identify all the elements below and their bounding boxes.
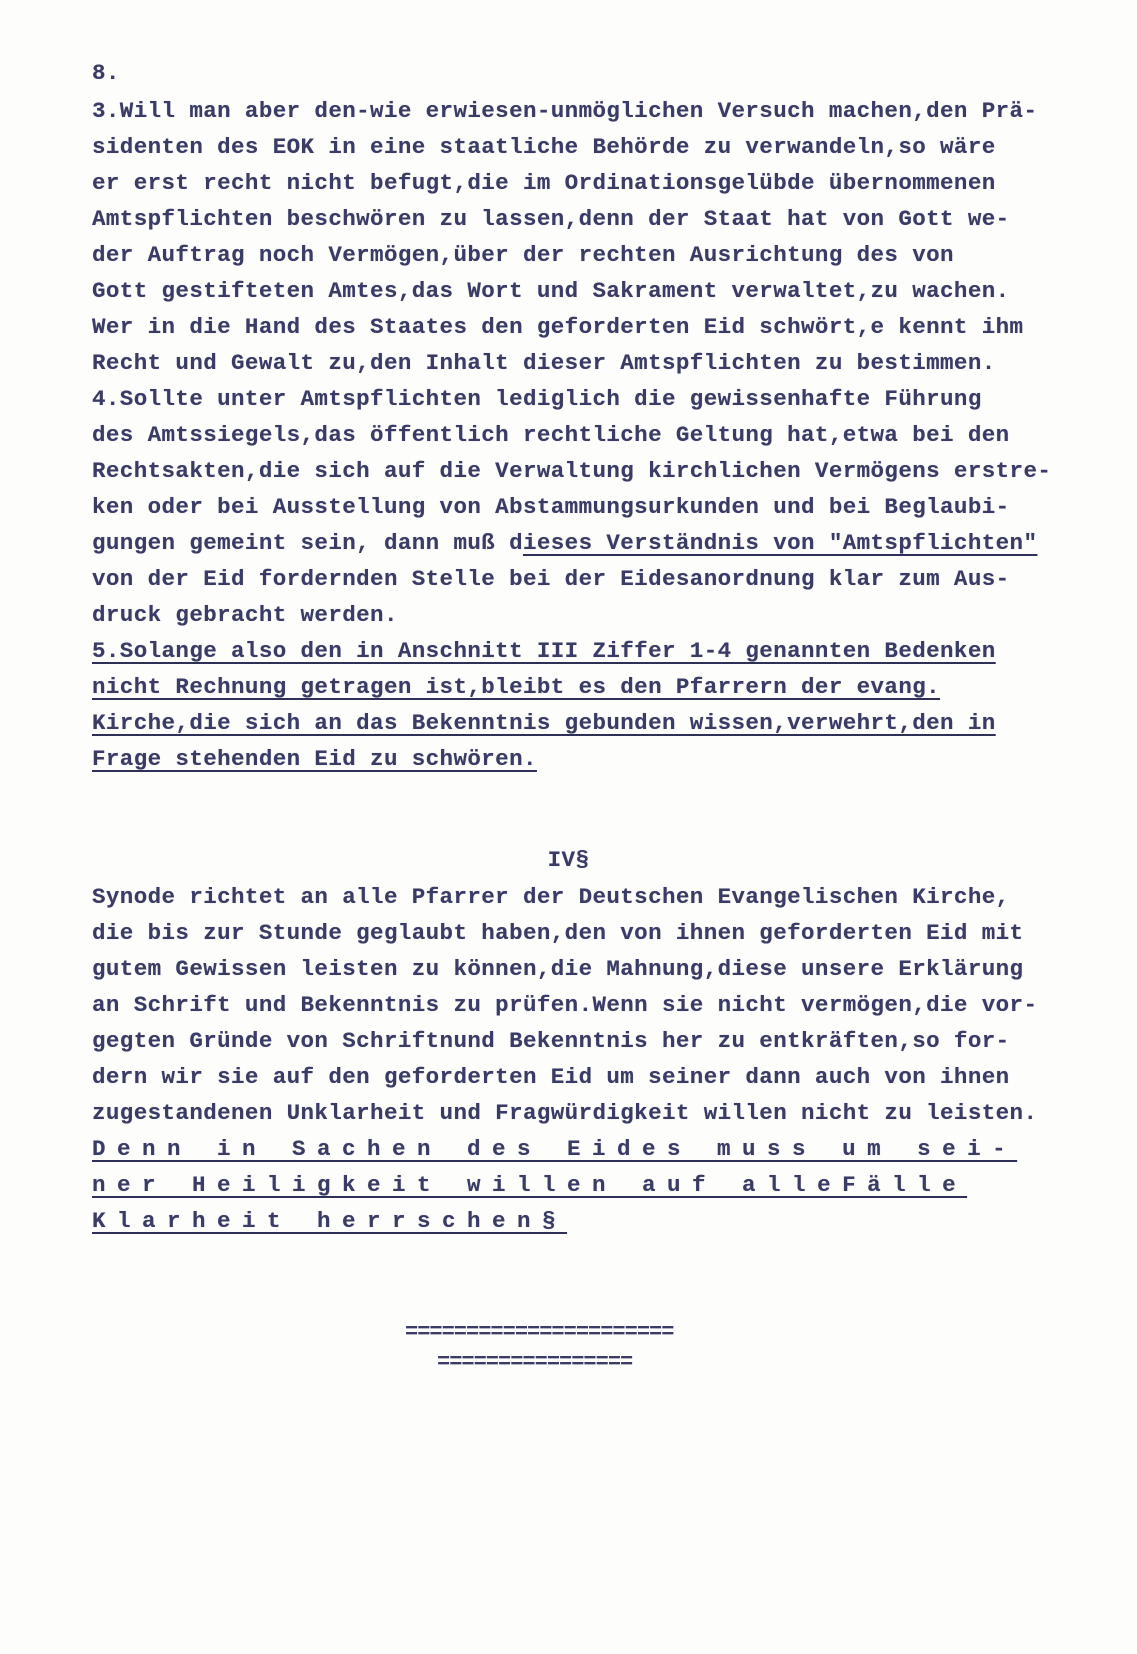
section3-line: Gott gestifteten Amtes,das Wort und Sakrament verwaltet,zu wachen. [92, 278, 1010, 304]
page-number: 8. [92, 60, 120, 86]
section5-line: nicht Rechnung getragen ist,bleibt es den Pfarrern der evang. [92, 674, 941, 700]
closing-line: Denn in Sachen des Eides muss um sei- [92, 1136, 1018, 1162]
section4-line [92, 528, 1037, 558]
section-iv-line: an Schrift und Bekenntnis zu prüfen.Wenn sie nicht vermögen,die vor- [92, 992, 1038, 1018]
section4-line: ken oder bei Ausstellung von Abstammungsurkunden und bei Beglaubi- [92, 494, 1010, 520]
section-iv-line: gutem Gewissen leisten zu können,die Mahnung,diese unsere Erklärung [92, 956, 1024, 982]
section3-line: der Auftrag noch Vermögen,über der rechten Ausrichtung des von [92, 242, 954, 268]
closing-rule-short: ================ [437, 1350, 633, 1375]
section-iv-line: die bis zur Stunde geglaubt haben,den von ihnen geforderten Eid mit [92, 920, 1024, 946]
section3-line: Wer in die Hand des Staates den geforderten Eid schwört,e kennt ihm [92, 314, 1024, 340]
section3-line: Amtspflichten beschwören zu lassen,denn der Staat hat von Gott we- [92, 206, 1010, 232]
closing-line: ner Heiligkeit willen auf alleFälle [92, 1172, 968, 1198]
section4-line: von der Eid fordernden Stelle bei der Eidesanordnung klar zum Aus- [92, 566, 1010, 592]
underlined-phrase: ieses Verständnis von "Amtspflichten" [522, 530, 1038, 556]
section-iv-line: Synode richtet an alle Pfarrer der Deutschen Evangelischen Kirche, [92, 884, 1010, 910]
section-iv-line: zugestandenen Unklarheit und Fragwürdigkeit willen nicht zu leisten. [92, 1100, 1038, 1126]
section4-text: gungen gemeint sein, dann muß d [92, 530, 523, 556]
section5-line: Frage stehenden Eid zu schwören. [92, 746, 537, 772]
section4-line: druck gebracht werden. [92, 602, 398, 628]
section4-line: 4.Sollte unter Amtspflichten lediglich die gewissenhafte Führung [92, 386, 982, 412]
closing-rule-long: ====================== [405, 1320, 674, 1345]
section-heading: IV§ [547, 847, 590, 873]
section3-line: sidenten des EOK in eine staatliche Behörde zu verwandeln,so wäre [92, 134, 996, 160]
section3-line: Recht und Gewalt zu,den Inhalt dieser Amtspflichten zu bestimmen. [92, 350, 996, 376]
section-iv-line: dern wir sie auf den geforderten Eid um seiner dann auch von ihnen [92, 1064, 1010, 1090]
section3-line: 3.Will man aber den-wie erwiesen-unmöglichen Versuch machen,den Prä- [92, 98, 1038, 124]
section-iv-line: gegten Gründe von Schriftnund Bekenntnis her zu entkräften,so for- [92, 1028, 1010, 1054]
section3-line: er erst recht nicht befugt,die im Ordinationsgelübde übernommenen [92, 170, 996, 196]
section4-line: Rechtsakten,die sich auf die Verwaltung kirchlichen Vermögens erstre- [92, 458, 1052, 484]
section5-line: Kirche,die sich an das Bekenntnis gebunden wissen,verwehrt,den in [92, 710, 996, 736]
section4-line: des Amtssiegels,das öffentlich rechtliche Geltung hat,etwa bei den [92, 422, 1010, 448]
closing-line: Klarheit herrschen§ [92, 1208, 568, 1234]
section5-line: 5.Solange also den in Anschnitt III Ziffer 1-4 genannten Bedenken [92, 638, 996, 664]
